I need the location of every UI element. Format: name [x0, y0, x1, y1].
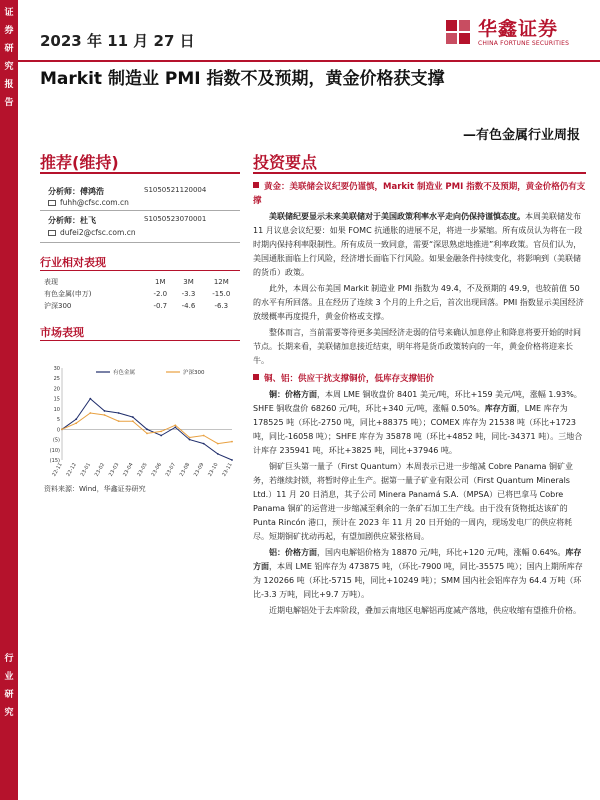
analyst-divider — [40, 210, 240, 211]
data-point — [118, 420, 120, 422]
analyst-1 — [48, 186, 238, 197]
focus-heading: 投资要点 — [253, 153, 318, 172]
sidebar-char: 行 — [4, 654, 14, 664]
table-cell: -15.0 — [212, 290, 231, 298]
heading-text: 黄金：美联储会议纪要仍谨慎，Markit 制造业 PMI 指数不及预期，黄金价格仍有支撑 — [253, 182, 586, 206]
sidebar-char: 究 — [4, 62, 14, 72]
bullet-square-icon — [253, 182, 259, 188]
data-point — [217, 443, 219, 445]
legend-label: 有色金属 — [113, 370, 136, 376]
sidebar-char: 报 — [4, 80, 14, 90]
x-tick-label: 22-12 — [65, 462, 78, 478]
y-tick-label: 30 — [53, 366, 60, 372]
table-cell: -0.7 — [153, 302, 168, 310]
data-point — [75, 418, 77, 420]
table-cell: 有色金属(申万) — [44, 290, 92, 298]
analyst-1-email[interactable] — [48, 198, 129, 207]
y-tick-label: 0 — [56, 427, 60, 434]
paragraph: 铜矿巨头第一量子（First Quantum）本周表示已进一步缩减 Cobre Panama 铜矿业务，若继续封锁，将暂时停止生产。据第一量子矿业有限公司（First Quantum Minerals Ltd.）11 月 20 日消息，其子公司 Minera Panamá S.A.（MPSA）已将巴拿马 Cobre Panama 铜矿的运营进一步缩减至剩余的一条矿石加工生产线。由于没有货物抵达该矿的 Punta Rincón 港口，预计在 2023 年 11 月 20 日开始的一周内，现场发电厂的供应将耗尽。短期铜矿扰动再起，有望加剧供应紧张格局。 — [253, 462, 573, 541]
bold-lead: 价格方面 — [285, 548, 317, 557]
data-point — [118, 412, 120, 414]
x-tick-label: 23-04 — [122, 462, 135, 478]
paragraph — [253, 210, 586, 280]
report-title: Markit 制造业 PMI 指数不及预期，黄金价格获支撑 — [40, 69, 445, 89]
data-point — [89, 398, 91, 400]
paragraph-text: ，本周 LME 铝库存为 473875 吨，（环比-7900 吨，同比-35575 吨）；国内上期所库存为 120266 吨（环比-5715 吨，同比+10249 吨）；SMM 国内社会铝库存为 64.4 万吨（环比-3.3 万吨，同比+9.7 万吨）。 — [253, 562, 583, 599]
table-cell: -3.3 — [181, 290, 196, 298]
section-heading-gold — [253, 180, 586, 208]
report-date: 2023 年 11 月 27 日 — [40, 32, 195, 50]
legend-label: 沪深300 — [183, 370, 205, 376]
sidebar-char: 研 — [4, 690, 14, 700]
performance-heading: 行业相对表现 — [40, 256, 106, 269]
data-point — [132, 420, 134, 422]
y-tick-label: 10 — [53, 406, 60, 413]
x-tick-label: 23-06 — [150, 462, 163, 478]
analyst-2 — [48, 215, 238, 226]
analyst-name: 分析师：傅鸿浩 — [48, 187, 104, 196]
column-header: 1M — [155, 278, 166, 286]
analyst-name: 分析师：杜飞 — [48, 216, 96, 225]
analyst-divider — [40, 242, 240, 243]
bold-lead: 库存方面 — [253, 548, 582, 571]
section-heading-copper-aluminum — [253, 372, 586, 386]
market-line-chart — [40, 360, 240, 495]
email-text: dufei2@cfsc.com.cn — [60, 228, 136, 237]
bold-lead: 铜： — [269, 390, 285, 399]
heading-text: 铜、铝：供应干扰支撑铜价，低库存支撑铝价 — [264, 374, 435, 384]
analyst-cert: S1050521120004 — [144, 186, 207, 194]
data-point — [132, 416, 134, 418]
paragraph-text: 本周美联储发布 11 月议息会议纪要：如果 FOMC 抗通胀的进展不足，将进一步紧缩。所有成员认为将在一段时期内保持利率限制性。所有成员一致同意，需要“深思熟虑地推进”利率政策。官员们认为，美国通胀面临上行风险，经济增长面临下行风险。如果金融条件持续变化，将影响到（美联储的货币）政策。 — [253, 212, 583, 277]
performance-divider — [40, 270, 240, 271]
mail-icon — [48, 230, 56, 236]
data-point — [231, 459, 233, 461]
bullet-square-icon — [253, 374, 259, 380]
bold-lead: 铝： — [269, 548, 285, 557]
sidebar-char: 究 — [4, 708, 14, 718]
table-row — [40, 300, 240, 312]
logo-mark-icon — [444, 16, 474, 46]
paragraph-text: ，本周 LME 铜收盘价 8401 美元/吨，环比+159 美元/吨，涨幅 1.93%。SHFE 铜收盘价 68260 元/吨，环比+340 元/吨，涨幅 0.50%。 — [253, 390, 582, 413]
x-tick-label: 23-09 — [192, 462, 206, 478]
paragraph-text: ，国内电解铝价格为 18870 元/吨，环比+120 元/吨，涨幅 0.64%。 — [317, 548, 566, 557]
rating-label: 推荐(维持) — [40, 153, 119, 172]
sidebar-char: 证 — [4, 8, 14, 18]
sidebar-char: 告 — [4, 98, 14, 108]
header-divider — [18, 60, 600, 62]
y-tick-label: 25 — [53, 376, 60, 383]
mail-icon — [48, 200, 56, 206]
data-point — [146, 433, 148, 435]
x-tick-label: 23-02 — [93, 462, 107, 478]
data-point — [189, 437, 191, 439]
sidebar-top-label — [0, 4, 18, 112]
market-heading: 市场表现 — [40, 326, 84, 339]
logo-text-cn: 华鑫证券 — [478, 18, 559, 40]
y-tick-label: (10) — [49, 447, 60, 454]
sidebar-char: 研 — [4, 44, 14, 54]
table-cell: -6.3 — [214, 302, 229, 310]
focus-divider — [253, 172, 586, 174]
data-point — [189, 439, 191, 441]
sidebar-bottom-label — [0, 650, 18, 722]
y-tick-label: 20 — [53, 386, 60, 393]
x-tick-label: 23-10 — [207, 462, 220, 478]
y-tick-label: (5) — [52, 437, 60, 444]
column-header: 表现 — [44, 278, 58, 286]
table-cell: 沪深300 — [44, 302, 72, 310]
data-point — [174, 424, 176, 426]
data-point — [104, 414, 106, 416]
paragraph-text: ，LME 库存为 178525 吨（环比-2750 吨，同比+88375 吨）；COMEX 库存为 21538 吨（环比+1723 吨，同比-16058 吨）；SHFE 库存为 35878 吨（环比+4852 吨，同比-34371 吨）。三地合计库存 235941 吨，环比+3825 吨，同比+37946 吨。 — [253, 404, 583, 455]
report-subtitle: —有色金属行业周报 — [462, 128, 580, 143]
data-point — [160, 430, 162, 432]
x-tick-label: 23-08 — [178, 462, 192, 478]
sidebar-char: 业 — [4, 672, 14, 682]
chart-source: 资料来源：Wind，华鑫证券研究 — [44, 485, 146, 493]
paragraph — [253, 388, 586, 458]
x-tick-label: 22-11 — [51, 462, 64, 478]
table-cell: -2.0 — [153, 290, 168, 298]
sidebar-char: 券 — [4, 26, 14, 36]
performance-table — [40, 276, 240, 312]
data-point — [61, 428, 63, 430]
y-tick-label: 5 — [56, 417, 60, 424]
column-header: 12M — [213, 278, 229, 286]
x-tick-label: 23-05 — [136, 462, 149, 478]
data-point — [217, 453, 219, 455]
market-divider — [40, 340, 240, 341]
data-point — [160, 435, 162, 437]
x-tick-label: 23-01 — [79, 462, 93, 478]
paragraph: 此外，本周公布美国 Markit 制造业 PMI 指数为 49.4，不及预期的 49.9，也较前值 50 的水平有所回落。且在经历了连续 3 个月的上升之后，首次出现回落。PMI 指数显示美国经济放缓概率再度提升，黄金价格或支撑。 — [253, 284, 584, 321]
table-header-row — [40, 276, 240, 288]
paragraph: 整体而言，当前需要等待更多美国经济走弱的信号来确认加息停止和降息将要开始的时间节点。长期来看，美联储加息接近结束，明年将是货币政策转向的一年，黄金价格将迎来长牛。 — [253, 328, 581, 365]
logo-text-en: CHINA FORTUNE SECURITIES — [478, 40, 570, 47]
paragraph — [253, 546, 586, 602]
rating-divider — [40, 172, 240, 174]
data-point — [231, 441, 233, 443]
data-point — [104, 410, 106, 412]
data-point — [75, 422, 77, 424]
main-body — [253, 180, 586, 620]
series-line-1 — [62, 413, 232, 444]
data-point — [203, 443, 205, 445]
bold-lead: 价格方面 — [285, 390, 317, 399]
x-tick-label: 23-11 — [221, 462, 234, 478]
company-logo — [444, 14, 584, 54]
column-header: 3M — [183, 278, 194, 286]
x-tick-label: 23-07 — [164, 462, 178, 478]
bold-lead: 美联储纪要显示未来美联储对于美国政策利率水平走向仍保持谨慎态度。 — [269, 212, 525, 221]
analyst-cert: S1050523070001 — [144, 215, 207, 223]
y-tick-label: 15 — [53, 396, 60, 403]
paragraph: 近期电解铝处于去库阶段，叠加云南地区电解铝再度减产落地，供应收缩有望推升价格。 — [269, 606, 581, 615]
analyst-2-email[interactable] — [48, 228, 136, 237]
data-point — [174, 426, 176, 428]
email-text: fuhh@cfsc.com.cn — [60, 198, 129, 207]
data-point — [203, 435, 205, 437]
bold-lead: 库存方面 — [484, 404, 517, 413]
data-point — [146, 428, 148, 430]
y-tick-label: (15) — [49, 458, 60, 464]
x-tick-label: 23-03 — [107, 462, 121, 478]
table-row — [40, 288, 240, 300]
data-point — [89, 412, 91, 414]
table-cell: -4.6 — [181, 302, 196, 310]
